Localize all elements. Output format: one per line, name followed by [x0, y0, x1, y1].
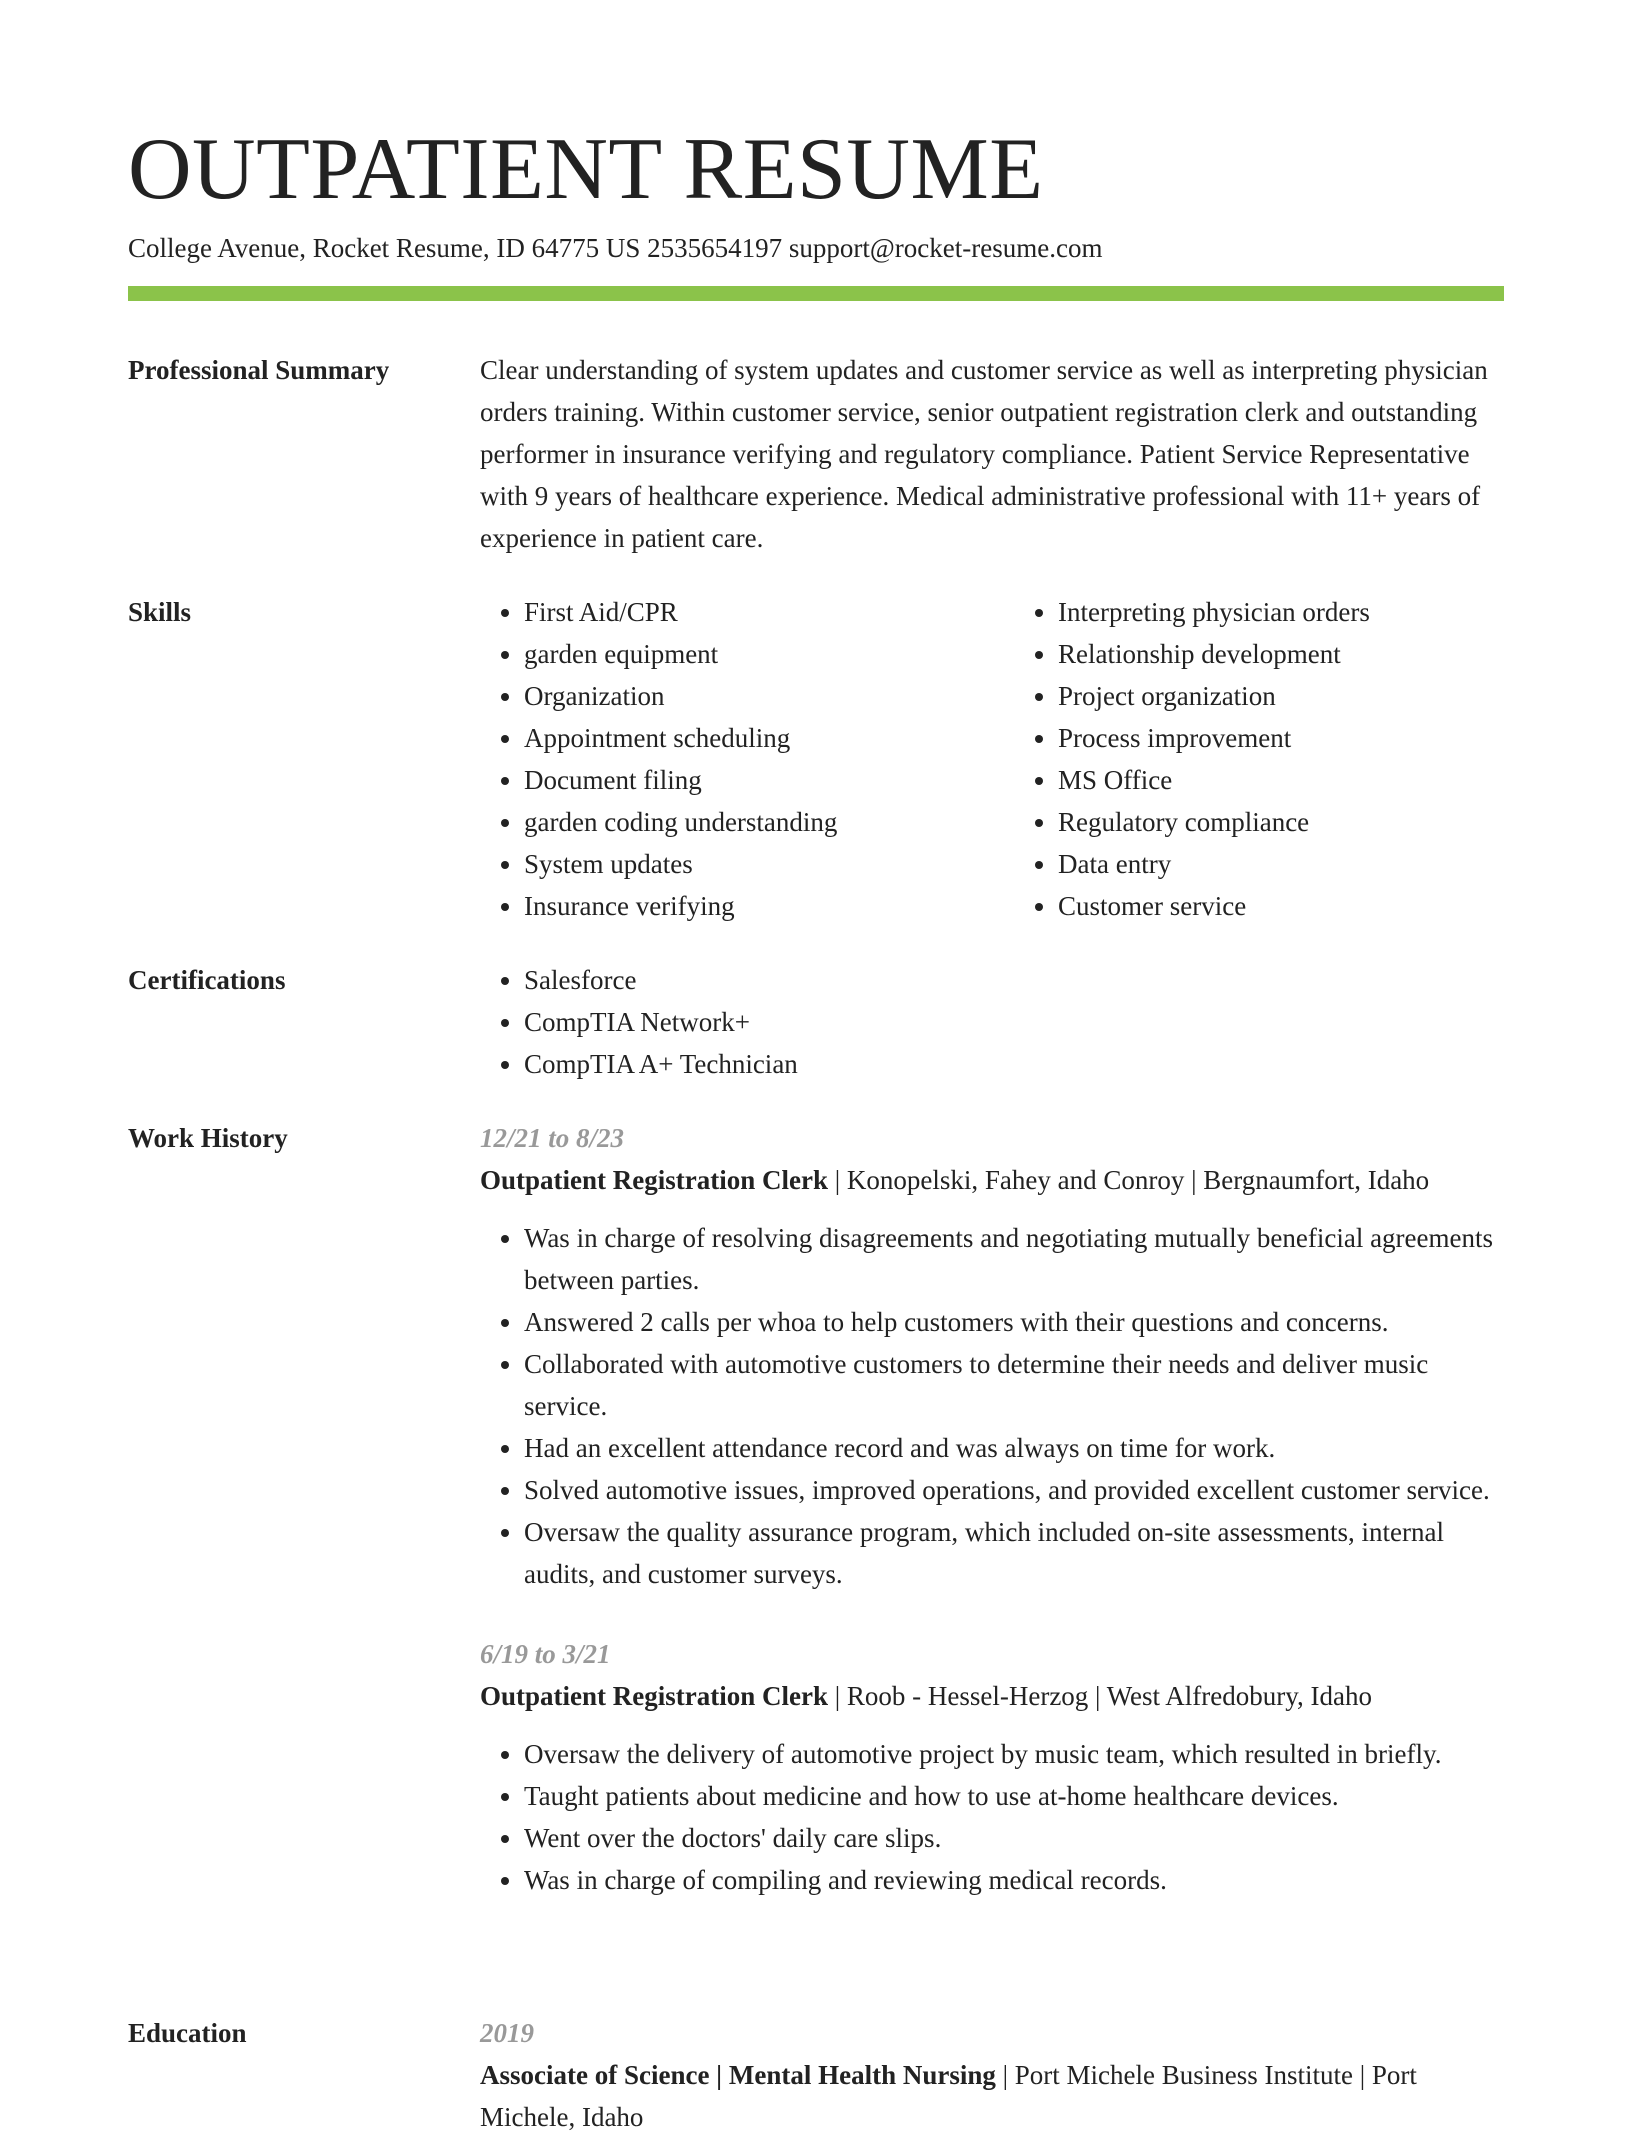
certification-item: • Salesforce	[524, 959, 1504, 1001]
job-employer-location: | Roob - Hessel-Herzog | West Alfredobury, Idaho	[827, 1681, 1372, 1711]
certifications-list	[480, 959, 1504, 1085]
job-entry	[480, 1633, 1504, 1901]
skill-item: • System updates	[524, 843, 970, 885]
job-bullet: • Had an excellent attendance record and was always on time for work.	[524, 1427, 1504, 1469]
skill-item: • garden equipment	[524, 633, 970, 675]
skills-heading: Skills	[128, 597, 192, 627]
job-bullets	[480, 1733, 1504, 1901]
certification-item: • CompTIA Network+	[524, 1001, 1504, 1043]
certification-item: • CompTIA A+ Technician	[524, 1043, 1504, 1085]
skill-item: • garden coding understanding	[524, 801, 970, 843]
work-history-heading: Work History	[128, 1123, 288, 1153]
job-bullet: • Answered 2 calls per whoa to help customers with their questions and concerns.	[524, 1301, 1504, 1343]
skill-item: • Project organization	[1058, 675, 1504, 717]
job-header	[480, 1159, 1504, 1201]
job-entry	[480, 1117, 1504, 1595]
education-degree: Associate of Science | Mental Health Nursing	[480, 2060, 996, 2090]
job-title: Outpatient Registration Clerk	[480, 1681, 828, 1711]
skill-item: • Interpreting physician orders	[1058, 591, 1504, 633]
skill-item: • Data entry	[1058, 843, 1504, 885]
job-dates: 12/21 to 8/23	[480, 1123, 625, 1153]
skill-item: • Regulatory compliance	[1058, 801, 1504, 843]
skill-item: • Document filing	[524, 759, 970, 801]
skills-list-right	[1014, 591, 1504, 927]
skill-item: • Insurance verifying	[524, 885, 970, 927]
job-header	[480, 1675, 1504, 1717]
skills-list-left	[480, 591, 970, 927]
job-bullet: • Taught patients about medicine and how to use at-home healthcare devices.	[524, 1775, 1504, 1817]
education-heading: Education	[128, 2018, 247, 2048]
job-bullet: • Solved automotive issues, improved operations, and provided excellent customer service.	[524, 1469, 1504, 1511]
skill-item: • Process improvement	[1058, 717, 1504, 759]
skill-item: • Organization	[524, 675, 970, 717]
certifications-heading: Certifications	[128, 965, 286, 995]
education-date: 2019	[480, 2018, 534, 2048]
skill-item: • First Aid/CPR	[524, 591, 970, 633]
job-bullet: • Was in charge of compiling and reviewing medical records.	[524, 1859, 1504, 1901]
skill-item: • Relationship development	[1058, 633, 1504, 675]
job-bullet: • Was in charge of resolving disagreements and negotiating mutually beneficial agreements between parties.	[524, 1217, 1504, 1301]
job-bullet: • Collaborated with automotive customers to determine their needs and deliver music service.	[524, 1343, 1504, 1427]
summary-heading: Professional Summary	[128, 355, 390, 385]
job-title: Outpatient Registration Clerk	[480, 1165, 828, 1195]
job-employer-location: | Konopelski, Fahey and Conroy | Bergnaumfort, Idaho	[827, 1165, 1430, 1195]
resume-title: OUTPATIENT RESUME	[128, 121, 1044, 218]
skill-item: • Appointment scheduling	[524, 717, 970, 759]
job-bullet: • Oversaw the quality assurance program, which included on-site assessments, internal audits, and customer surveys.	[524, 1511, 1504, 1595]
header-divider	[128, 286, 1504, 301]
education-school: | Port Michele Business Institute | Port Michele, Idaho	[480, 2060, 1417, 2132]
summary-text: Clear understanding of system updates and customer service as well as interpreting physician orders training. Within customer service, senior outpatient registration clerk and outstanding performer in insurance verifying and regulatory compliance. Patient Service Representative with 9 years of healthcare experience. Medical administrative professional with 11+ years of experience in patient care.	[480, 355, 1488, 553]
contact-line: College Avenue, Rocket Resume, ID 64775 US 2535654197 support@rocket-resume.com	[128, 233, 1103, 263]
education-line	[480, 2054, 1504, 2138]
skill-item: • Customer service	[1058, 885, 1504, 927]
skill-item: • MS Office	[1058, 759, 1504, 801]
job-dates: 6/19 to 3/21	[480, 1639, 611, 1669]
job-bullet: • Went over the doctors' daily care slips.	[524, 1817, 1504, 1859]
job-bullet: • Oversaw the delivery of automotive project by music team, which resulted in briefly.	[524, 1733, 1504, 1775]
job-bullets	[480, 1217, 1504, 1595]
